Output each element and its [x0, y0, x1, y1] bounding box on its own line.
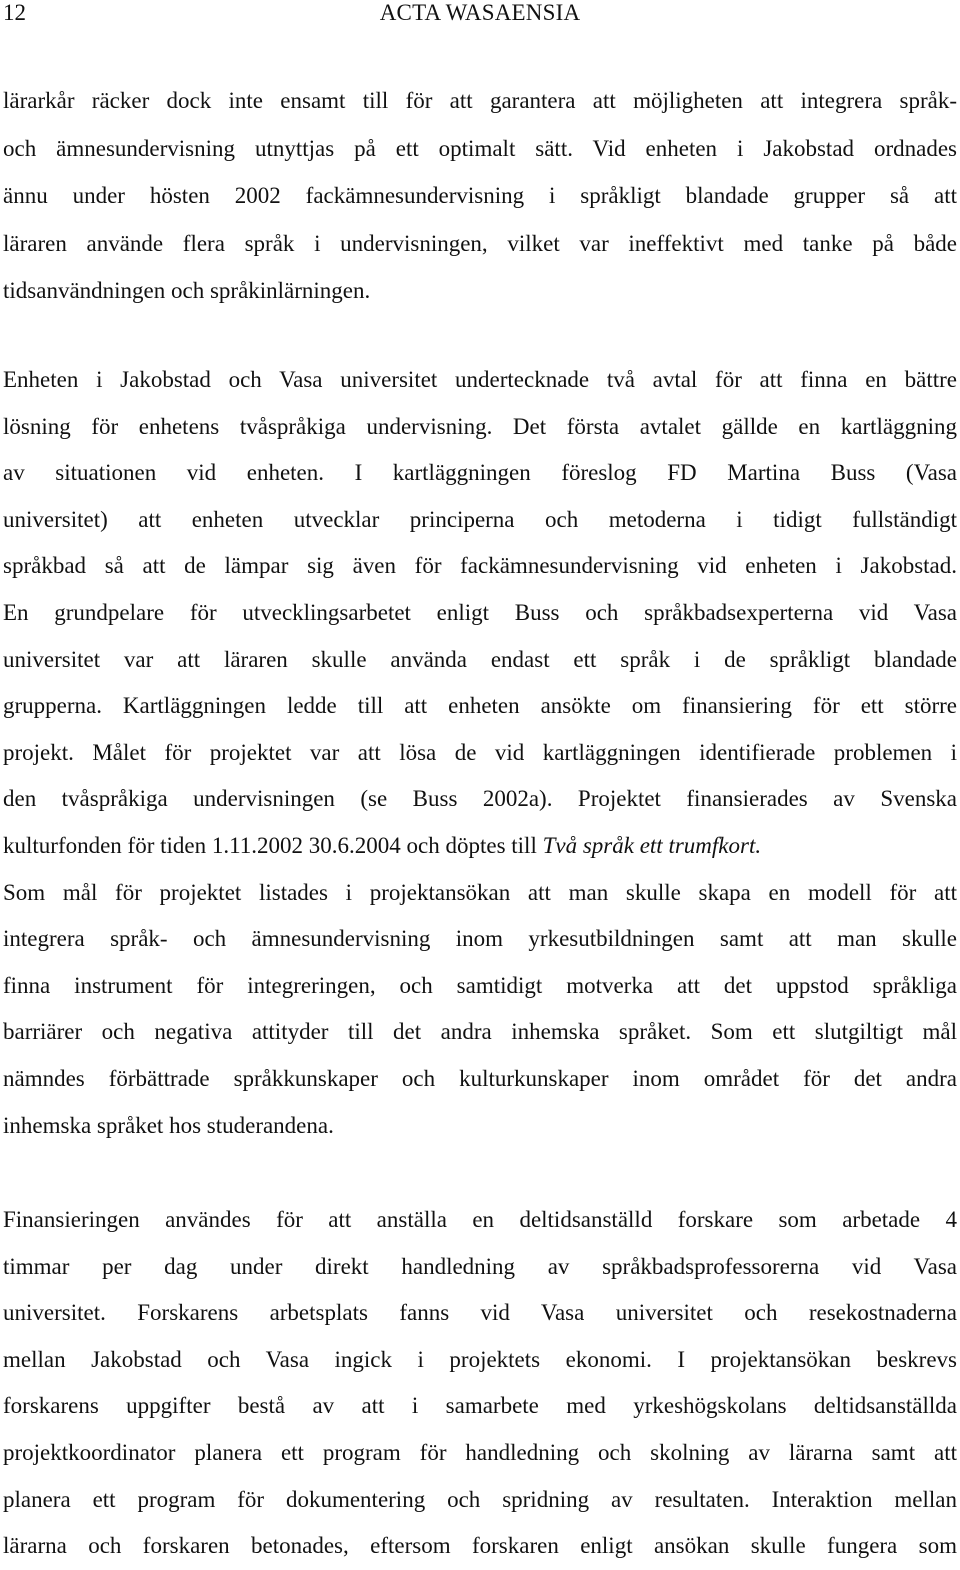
text-line: En grundpelare för utvecklingsarbetet enligt Buss och språkbadsexperterna vid Vasa — [3, 599, 957, 625]
text-line: Som mål för projektet listades i projektansökan att man skulle skapa en modell för att — [3, 879, 957, 905]
text-line: nämndes förbättrade språkkunskaper och kulturkunskaper inom området för det andra — [3, 1065, 957, 1091]
text-line: Finansieringen användes för att anställa en deltidsanställd forskare som arbetade 4 — [3, 1207, 957, 1232]
text-line: projekt. Målet för projektet var att lösa de vid kartläggningen identifierade problemen i — [3, 739, 957, 765]
text-line: Enheten i Jakobstad och Vasa universitet undertecknade två avtal för att finna en bättre — [3, 367, 957, 392]
paragraph-1 — [0, 77, 960, 315]
text-line: och ämnesundervisning utnyttjas på ett optimalt sätt. Vid enheten i Jakobstad ordnades — [3, 135, 957, 161]
text-line: timmar per dag under direkt handledning av språkbadsprofessorerna vid Vasa — [3, 1253, 957, 1279]
text-line: tidsanvändningen och språkinlärningen. — [3, 278, 371, 303]
text-line: barriärer och negativa attityder till det andra inhemska språket. Som ett slutgiltigt mål — [3, 1019, 957, 1045]
text-line: projektkoordinator planera ett program för handledning och skolning av lärarna samt att — [3, 1439, 957, 1465]
project-title: Två språk ett trumfkort. — [542, 832, 762, 858]
text-line: av situationen vid enheten. I kartläggningen föreslog FD Martina Buss (Vasa — [3, 460, 957, 486]
text-line: mellan Jakobstad och Vasa ingick i projektets ekonomi. I projektansökan beskrevs — [3, 1346, 957, 1372]
text-line: ännu under hösten 2002 fackämnesundervisning i språkligt blandade grupper så att — [3, 183, 957, 208]
running-title: ACTA WASAENSIA — [379, 0, 581, 25]
text-line-with-title — [0, 823, 960, 870]
text-line: universitet. Forskarens arbetsplats fanns vid Vasa universitet och resekostnaderna — [3, 1300, 957, 1326]
page-number: 12 — [3, 0, 26, 25]
text-line: läraren använde flera språk i undervisningen, vilket var ineffektivt med tanke på både — [3, 230, 957, 256]
page-header — [0, 0, 960, 28]
text-line: kulturfonden för tiden 1.11.2002 30.6.2004 och döptes till — [3, 832, 543, 858]
text-line: universitet var att läraren skulle använda endast ett språk i de språkligt blandade — [3, 646, 957, 672]
text-line: grupperna. Kartläggningen ledde till att enheten ansökte om finansiering för ett större — [3, 693, 957, 719]
text-line: språkbad så att de lämpar sig även för fackämnesundervisning vid enheten i Jakobstad. — [3, 553, 957, 579]
text-line: lärarkår räcker dock inte ensamt till för att garantera att möjligheten att integrera språk- — [3, 88, 957, 113]
text-line: den tvåspråkiga undervisningen (se Buss 2002a). Projektet finansierades av Svenska — [3, 786, 957, 812]
text-line: planera ett program för dokumentering och spridning av resultaten. Interaktion mellan — [3, 1486, 957, 1512]
text-line: lösning för enhetens tvåspråkiga undervisning. Det första avtalet gällde en kartläggning — [3, 413, 957, 439]
text-line: finna instrument för integreringen, och samtidigt motverka att det uppstod språkliga — [3, 972, 957, 998]
text-line: forskarens uppgifter bestå av att i samarbete med yrkeshögskolans deltidsanställda — [3, 1393, 957, 1419]
text-line: universitet) att enheten utvecklar principerna och metoderna i tidigt fullständigt — [3, 506, 957, 532]
text-line: lärarna och forskaren betonades, eftersom forskaren enligt ansökan skulle fungera som — [3, 1533, 957, 1559]
paragraph-2 — [0, 357, 960, 1149]
text-line: integrera språk- och ämnesundervisning inom yrkesutbildningen samt att man skulle — [3, 926, 957, 952]
paragraph-3 — [0, 1197, 960, 1570]
text-line: inhemska språket hos studerandena. — [3, 1112, 334, 1138]
